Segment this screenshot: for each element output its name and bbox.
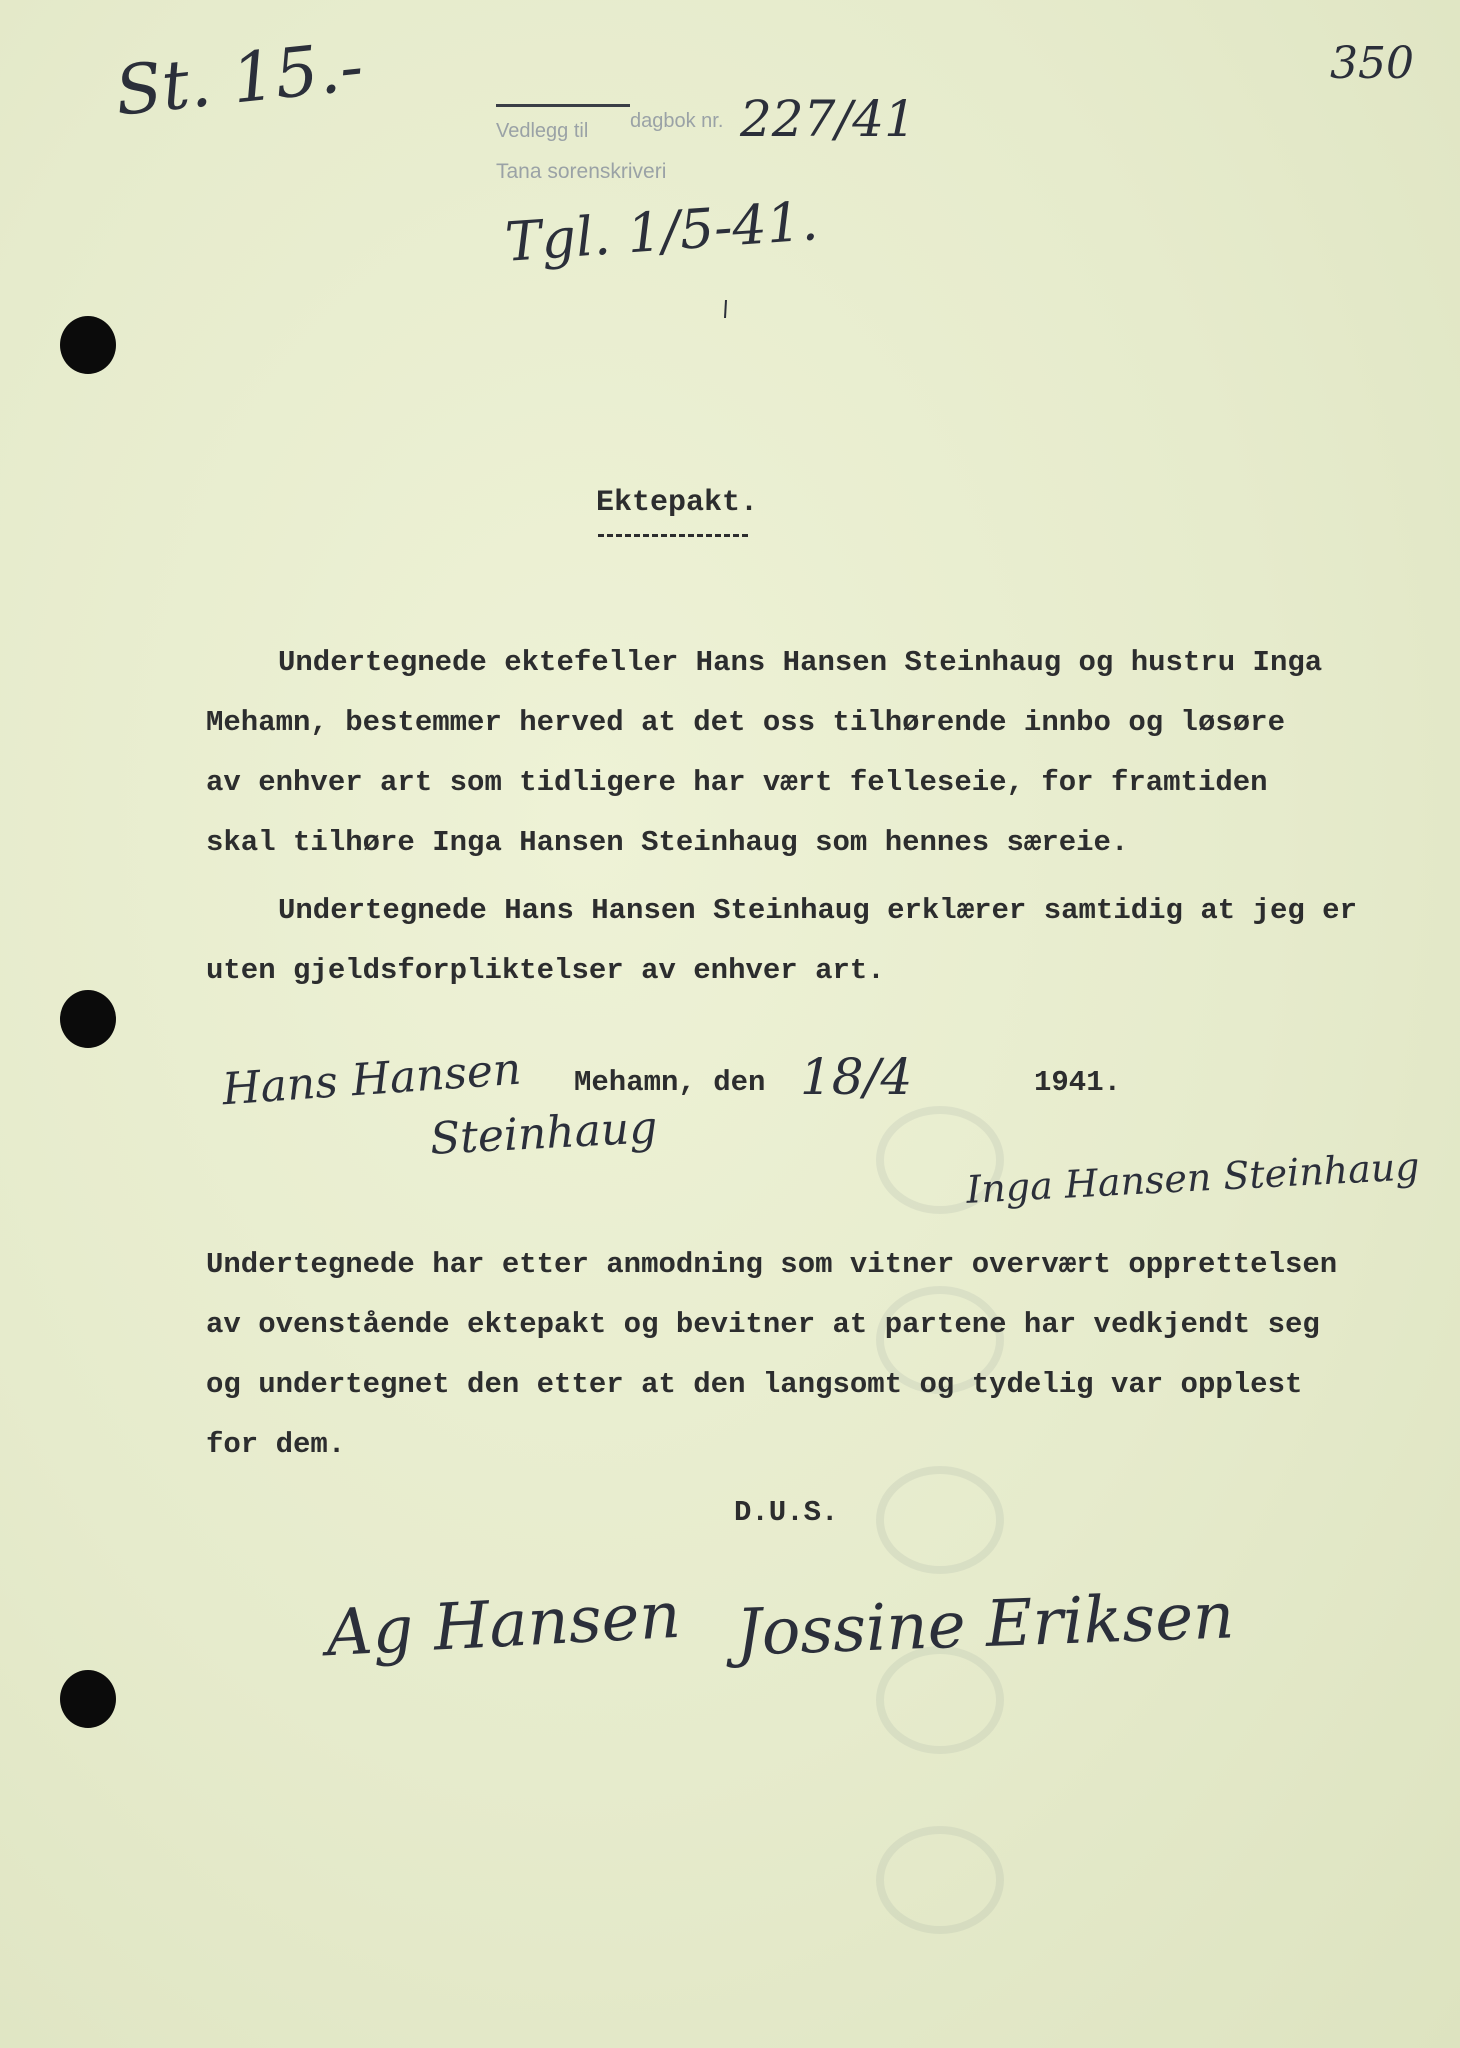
punch-hole-top (60, 316, 116, 374)
title-underline (598, 534, 748, 537)
pen-mark (720, 298, 732, 320)
signature-witness-2: Jossine Eriksen (734, 1579, 1236, 1671)
paragraph-3-line-1: Undertegnede har etter anmodning som vitner overvært opprettelsen (206, 1248, 1338, 1281)
paragraph-1-line-4: skal tilhøre Inga Hansen Steinhaug som hennes særeie. (206, 826, 1129, 859)
paragraph-3-line-3: og undertegnet den etter at den langsomt og tydelig var opplest (206, 1368, 1303, 1401)
signature-husband-line-1: Hans Hansen (220, 1043, 523, 1116)
signature-wife: Inga Hansen Steinhaug (965, 1144, 1421, 1212)
date-day-month: 18/4 (800, 1048, 913, 1106)
stamp-line1-label: Vedlegg til (496, 120, 589, 142)
closing-dus: D.U.S. (734, 1496, 839, 1529)
document-title: Ektepakt. (596, 486, 759, 520)
signature-husband-line-2: Steinhaug (428, 1102, 659, 1165)
stamp-line-1 (496, 120, 588, 143)
registration-note: Tgl. 1/5-41. (503, 189, 821, 274)
signature-witness-1: Ag Hansen (324, 1578, 683, 1672)
punch-hole-middle (60, 990, 116, 1048)
watermark-rings (760, 1080, 1120, 1980)
stamp-line-2: Tana sorenskriveri (496, 160, 667, 183)
paragraph-1-line-1: Undertegnede ektefeller Hans Hansen Steinhaug og hustru Inga (278, 646, 1323, 679)
top-left-note: St. 15.- (111, 27, 367, 132)
paragraph-3-line-4: for dem. (206, 1428, 346, 1461)
paragraph-3-line-2: av ovenstående ektepakt og bevitner at partene har vedkjendt seg (206, 1308, 1320, 1341)
paragraph-2-line-1: Undertegnede Hans Hansen Steinhaug erklærer samtidig at jeg er (278, 894, 1357, 927)
stamp-number: 227/41 (740, 90, 916, 148)
punch-hole-bottom (60, 1670, 116, 1728)
paragraph-2-line-2: uten gjeldsforpliktelser av enhver art. (206, 954, 885, 987)
stamp-strike-line (496, 104, 630, 107)
paragraph-1-line-2: Mehamn, bestemmer herved at det oss tilhørende innbo og løsøre (206, 706, 1285, 739)
place-label: Mehamn, den (574, 1066, 766, 1099)
stamp-line-1-prefix: dagbok nr. (630, 110, 724, 132)
date-year: 1941. (1034, 1066, 1122, 1099)
page-number: 350 (1330, 38, 1414, 89)
paragraph-1-line-3: av enhver art som tidligere har vært felleseie, for framtiden (206, 766, 1268, 799)
